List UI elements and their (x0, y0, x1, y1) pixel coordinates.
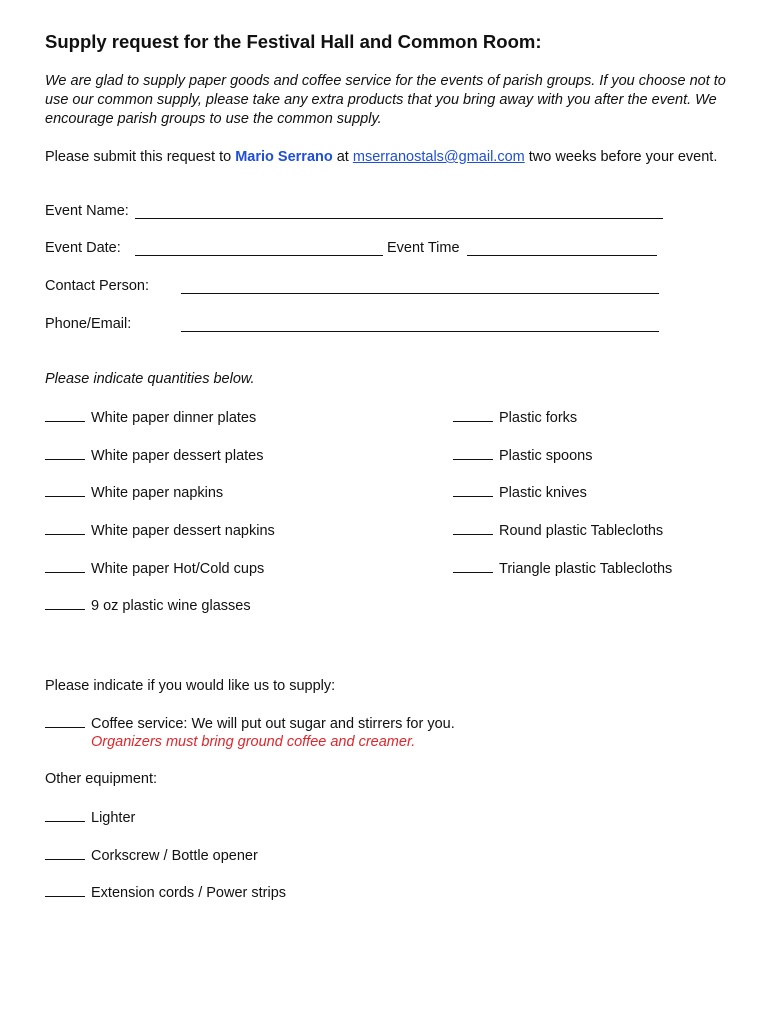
quantity-blank[interactable] (45, 409, 85, 422)
list-item: Plastic knives (453, 483, 587, 503)
list-item: Plastic spoons (453, 446, 593, 466)
event-time-field[interactable] (467, 255, 657, 256)
supply-heading: Please indicate if you would like us to supply: (45, 678, 336, 694)
email-link[interactable]: mserranostals@gmail.com (352, 149, 525, 165)
quantity-blank[interactable] (45, 847, 85, 860)
list-item: 9 oz plastic wine glasses (45, 596, 251, 616)
event-date-field[interactable] (135, 255, 383, 256)
list-item: White paper dessert plates (45, 446, 263, 466)
quantity-blank[interactable] (45, 522, 85, 535)
list-item: White paper dessert napkins (45, 521, 275, 541)
event-name-label: Event Name: (45, 203, 129, 219)
contact-person-label: Contact Person: (45, 278, 149, 294)
submit-suffix: two weeks before your event. (524, 149, 718, 165)
quantity-blank[interactable] (453, 484, 493, 497)
intro-text: We are glad to supply paper goods and coffee service for the events of parish groups. If you choose not to use our common supply, please take any extra products that you bring away with you after the event. We encourage parish groups to use the common supply. (45, 73, 726, 127)
quantity-blank[interactable] (45, 560, 85, 573)
event-date-label: Event Date: (45, 240, 121, 256)
submit-prefix: Please submit this request to (45, 149, 236, 165)
quantity-blank[interactable] (45, 809, 85, 822)
list-item: Plastic forks (453, 408, 577, 428)
phone-email-label: Phone/Email: (45, 316, 132, 332)
quantity-blank[interactable] (453, 447, 493, 460)
list-item: Extension cords / Power strips (45, 883, 286, 903)
list-item: Lighter (45, 808, 135, 828)
list-item: White paper dinner plates (45, 408, 256, 428)
quantity-blank[interactable] (453, 409, 493, 422)
submit-instructions (45, 148, 735, 167)
quantity-blank[interactable] (45, 484, 85, 497)
quantity-blank[interactable] (45, 447, 85, 460)
coffee-note: Organizers must bring ground coffee and creamer. (91, 734, 416, 750)
event-name-field[interactable] (135, 218, 663, 219)
quantity-blank[interactable] (45, 597, 85, 610)
quantities-heading: Please indicate quantities below. (45, 371, 255, 387)
other-equipment-heading: Other equipment: (45, 771, 158, 787)
quantity-blank[interactable] (45, 715, 85, 728)
list-item: Triangle plastic Tablecloths (453, 559, 672, 579)
event-time-label: Event Time (387, 240, 460, 256)
quantity-blank[interactable] (453, 522, 493, 535)
phone-email-field[interactable] (181, 331, 659, 332)
list-item: White paper napkins (45, 483, 223, 503)
quantity-blank[interactable] (45, 884, 85, 897)
quantity-blank[interactable] (453, 560, 493, 573)
submit-middle: at (332, 149, 353, 165)
list-item: Corkscrew / Bottle opener (45, 846, 258, 866)
contact-person-field[interactable] (181, 293, 659, 294)
contact-name: Mario Serrano (235, 149, 333, 165)
coffee-service-item: Coffee service: We will put out sugar and stirrers for you. (45, 714, 455, 734)
list-item: Round plastic Tablecloths (453, 521, 663, 541)
page-title: Supply request for the Festival Hall and Common Room: (45, 31, 542, 52)
list-item: White paper Hot/Cold cups (45, 559, 264, 579)
